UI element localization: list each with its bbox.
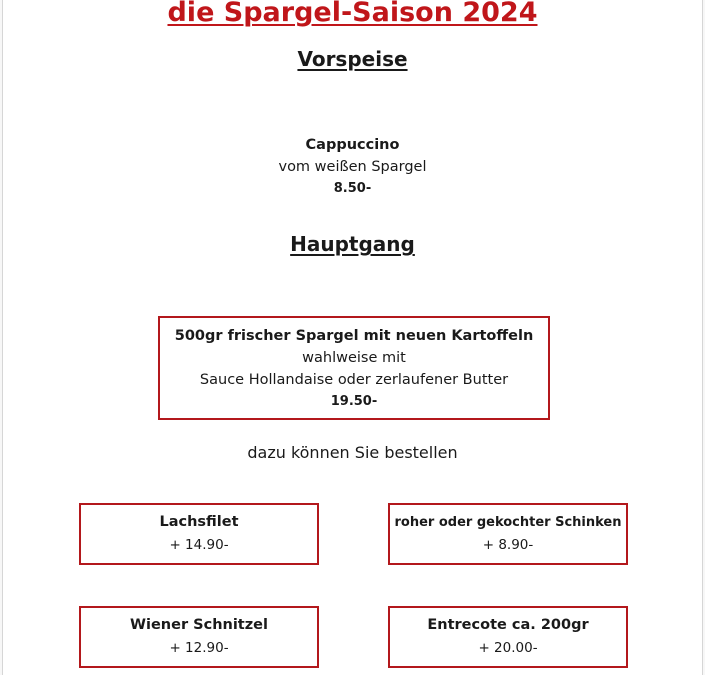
starter-name: Cappuccino: [305, 137, 400, 153]
side-item-price: + 12.90-: [169, 640, 229, 656]
main-dish-title: 500gr frischer Spargel mit neuen Kartoffeln: [174, 328, 534, 344]
side-item-ham: [388, 503, 628, 565]
side-item-salmon: [79, 503, 319, 565]
menu-title: die Spargel-Saison 2024: [167, 0, 538, 28]
starter-description: vom weißen Spargel: [278, 159, 427, 175]
main-dish-price: 19.50-: [330, 394, 378, 409]
main-dish-option-label: wahlweise mit: [302, 350, 406, 366]
side-item-price: + 20.00-: [478, 640, 538, 656]
add-on-note: dazu können Sie bestellen: [247, 443, 458, 462]
main-heading: Hauptgang: [290, 232, 415, 256]
starter-heading: Vorspeise: [297, 47, 408, 71]
menu-page: [2, 0, 703, 675]
main-dish-sauce: Sauce Hollandaise oder zerlaufener Butter: [199, 372, 509, 388]
side-item-entrecote: [388, 606, 628, 668]
side-item-price: + 8.90-: [482, 537, 534, 553]
side-item-name: Entrecote ca. 200gr: [427, 617, 589, 633]
side-item-schnitzel: [79, 606, 319, 668]
side-item-name: Wiener Schnitzel: [130, 617, 268, 633]
side-item-name: roher oder gekochter Schinken: [394, 515, 622, 530]
starter-price: 8.50-: [333, 181, 372, 196]
side-item-name: Lachsfilet: [159, 514, 239, 530]
side-item-price: + 14.90-: [169, 537, 229, 553]
main-dish-box: [158, 316, 550, 420]
